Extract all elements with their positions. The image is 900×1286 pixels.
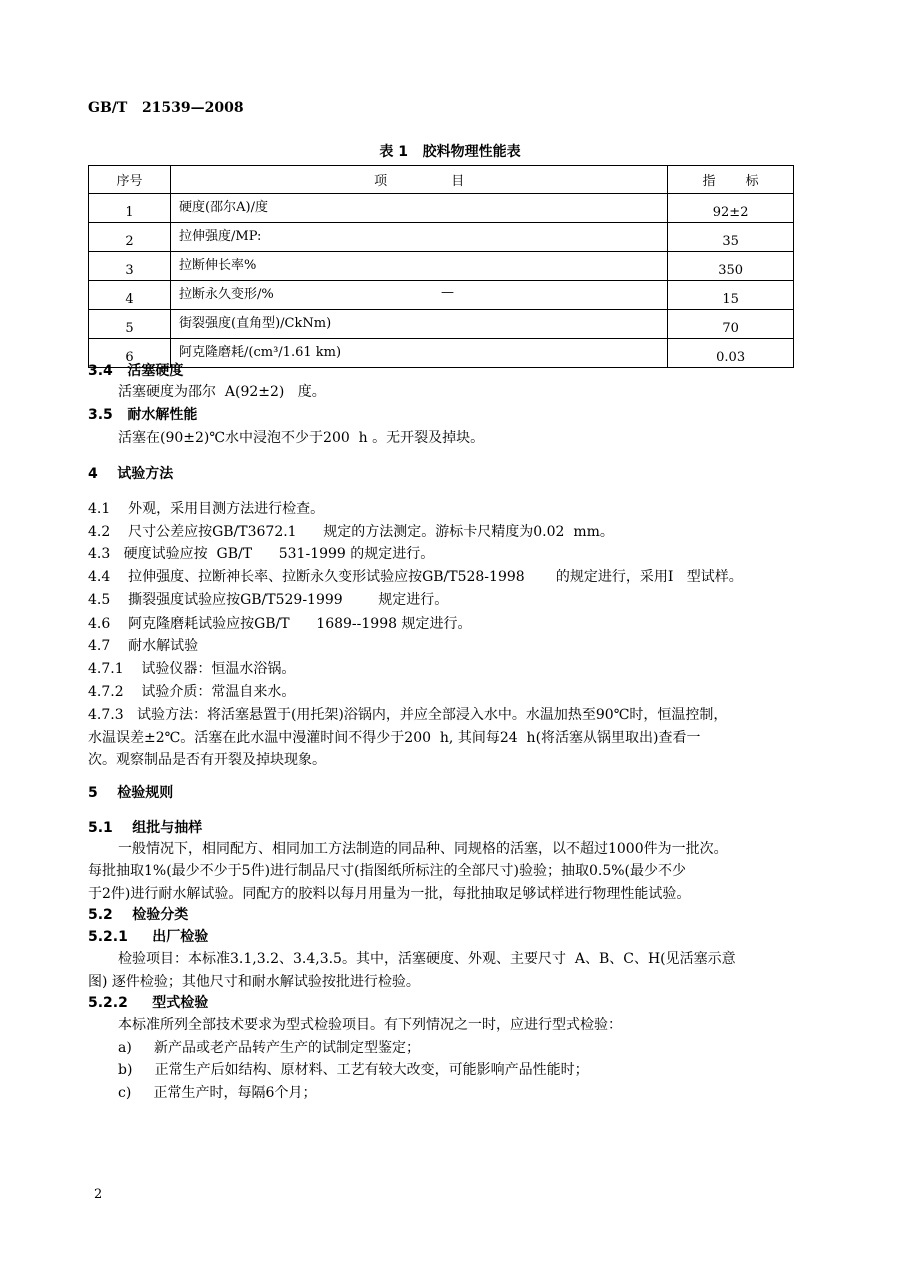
list-item-a: a) 新产品或老产品转产生产的试制定型鉴定； [118, 1040, 421, 1056]
row-no: 5 [89, 310, 171, 339]
row-item [171, 194, 668, 223]
row-item-text: 拉伸强度/MP: [179, 228, 262, 244]
table-row [89, 223, 794, 252]
row-item [171, 252, 668, 281]
row-value: 70 [668, 310, 794, 339]
header-value: 指 标 [668, 166, 794, 194]
section-5-heading: 5 检验规则 [88, 785, 174, 801]
list-item-c: c) 正常生产时，每隔6个月； [118, 1085, 317, 1101]
row-no: 2 [89, 223, 171, 252]
row-item [171, 310, 668, 339]
page-number: 2 [94, 1187, 103, 1202]
section-5-2-2-heading: 5.2.2 型式检验 [88, 995, 209, 1011]
section-3-4-heading: 3.4 活塞硬度 [88, 363, 184, 379]
table-row [89, 281, 794, 310]
section-5-1-heading: 5.1 组批与抽样 [88, 820, 203, 836]
table-row [89, 339, 794, 368]
section-5-1-line3: 于2件)进行耐水解试验。同配方的胶料以每月用量为一批，每批抽取足够试样进行物理性能试验。 [88, 886, 691, 902]
section-4-7-3-line2: 水温误差±2℃。活塞在此水温中漫灌时间不得少于200 h, 其间每24 h(将活塞从锅里取出)查看一 [88, 730, 701, 746]
standard-code: GB/T 21539—2008 [88, 100, 244, 116]
row-item-text: 街裂强度(直角型)/CkNm) [179, 315, 332, 331]
section-4-2: 4.2 尺寸公差应按GB/T3672.1 规定的方法测定。游标卡尺精度为0.02 mm。 [88, 524, 614, 540]
section-4-6: 4.6 阿克隆磨耗试验应按GB/T 1689--1998 规定进行。 [88, 616, 472, 632]
section-3-5-text: 活塞在(90±2)℃水中浸泡不少于200 h 。无开裂及掉块。 [118, 430, 485, 446]
section-4-7-2: 4.7.2 试验介质：常温自来水。 [88, 684, 296, 700]
table-row [89, 194, 794, 223]
row-value: 15 [668, 281, 794, 310]
header-item: 项 目 [171, 166, 668, 194]
section-4-5: 4.5 撕裂强度试验应按GB/T529-1999 规定进行。 [88, 592, 449, 608]
row-item [171, 339, 668, 368]
section-4-4: 4.4 拉伸强度、拉断神长率、拉断永久变形试验应按GB/T528-1998 的规定进行，采用I 型试样。 [88, 569, 743, 585]
table-header-row [89, 166, 794, 194]
section-3-4-text: 活塞硬度为邵尔 A(92±2) 度。 [118, 384, 326, 400]
row-value: 350 [668, 252, 794, 281]
row-item-text: 阿克隆磨耗/(cm³/1.61 km) [179, 344, 342, 360]
section-4-7: 4.7 耐水解试验 [88, 638, 199, 654]
list-item-b: b) 正常生产后如结构、原材料、工艺有较大改变，可能影响产品性能时； [118, 1062, 589, 1078]
row-dash: — [441, 285, 455, 300]
row-item-text: 拉断永久变形/% [179, 286, 274, 302]
row-no: 3 [89, 252, 171, 281]
section-5-2-1-heading: 5.2.1 出厂检验 [88, 929, 209, 945]
section-5-2-1-line2: 图) 逐件检验；其他尺寸和耐水解试验按批进行检验。 [88, 974, 420, 990]
section-3-5-heading: 3.5 耐水解性能 [88, 407, 198, 423]
section-4-heading: 4 试验方法 [88, 466, 174, 482]
section-5-2-heading: 5.2 检验分类 [88, 907, 189, 923]
section-4-7-3-line3: 次。观察制品是否有开裂及掉块现象。 [88, 752, 326, 768]
row-no: 1 [89, 194, 171, 223]
section-4-7-3-line1: 4.7.3 试验方法：将活塞悬置于(用托架)浴锅内，并应全部浸入水中。水温加热至90℃时，恒温控制， [88, 707, 728, 723]
section-5-1-line1: 一般情况下，相同配方、相同加工方法制造的同品种、同规格的活塞，以不超过1000件为一批次。 [118, 841, 728, 857]
row-item-text: 硬度(邵尔A)/度 [179, 199, 268, 215]
physical-properties-table [88, 165, 794, 368]
row-item [171, 223, 668, 252]
row-value: 35 [668, 223, 794, 252]
section-4-3: 4.3 硬度试验应按 GB/T 531-1999 的规定进行。 [88, 546, 435, 562]
header-no: 序号 [89, 166, 171, 194]
section-4-1: 4.1 外观，采用目测方法进行检查。 [88, 501, 325, 517]
table-row [89, 310, 794, 339]
section-5-2-2-text: 本标准所列全部技术要求为型式检验项目。有下列情况之一时，应进行型式检验： [118, 1017, 622, 1033]
row-value: 92±2 [668, 194, 794, 223]
section-4-7-1: 4.7.1 试验仪器：恒温水浴锅。 [88, 661, 296, 677]
table-caption: 表 1 胶料物理性能表 [379, 144, 521, 160]
section-5-2-1-line1: 检验项目：本标准3.1,3.2、3.4,3.5。其中，活塞硬度、外观、主要尺寸 A、B、C、H(见活塞示意 [118, 951, 736, 967]
row-no: 4 [89, 281, 171, 310]
section-5-1-line2: 每批抽取1%(最少不少于5件)进行制品尺寸(指图纸所标注的全部尺寸)验验；抽取0.5%(最少不少 [88, 863, 686, 879]
row-no: 6 [89, 339, 171, 368]
row-value: 0.03 [668, 339, 794, 368]
row-item [171, 281, 668, 310]
row-item-text: 拉断伸长率% [179, 257, 257, 273]
table-row [89, 252, 794, 281]
